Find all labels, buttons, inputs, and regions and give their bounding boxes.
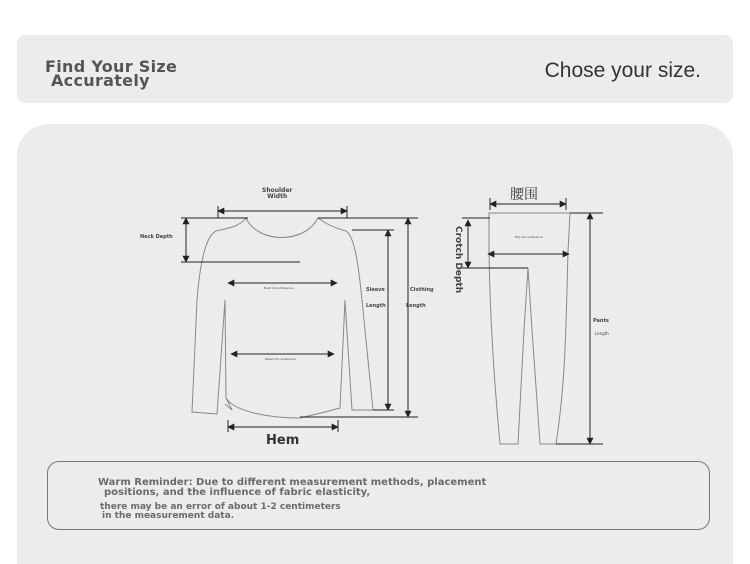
reminder-line2: positions, and the influence of fabric elasticity, [104,487,371,498]
pants-length-label-1: Pants [593,318,609,324]
crotch-depth-label: Crotch Depth [453,226,463,294]
clothing-length-label-1: Clothing [410,287,434,293]
hip-circumference-label: Hip Circumference [515,235,543,239]
bust-circumference-label: Bust Circumference [264,286,294,290]
reminder-line3: there may be an error of about 1-2 centimeters [100,502,341,512]
shoulder-width-line2: Width [267,193,288,200]
chose-size-text: Chose your size. [544,59,701,82]
neck-depth-label: Neck Depth [140,234,173,240]
shoulder-width-line1: Shoulder [262,187,293,194]
top-garment-outline [192,218,373,418]
pants-outline [489,213,570,444]
shoulder-width-label [262,188,292,200]
pants-waist-label: 腰围 [510,187,538,203]
reminder-line1: Warm Reminder: Due to different measurement methods, placement [98,477,487,488]
pants-length-label-2: Length [595,331,609,336]
hem-label: Hem [266,433,300,448]
sleeve-length-label-2: Length [366,303,386,309]
waist-circumference-label: Waist Circumference [265,357,297,361]
title-line1: Find Your Size [45,57,178,76]
reminder-line4: in the measurement data. [102,511,235,521]
clothing-length-label-2: Length [406,303,426,309]
sleeve-length-label-1: Sleeve [366,287,385,293]
title-line2: Accurately [51,71,150,90]
